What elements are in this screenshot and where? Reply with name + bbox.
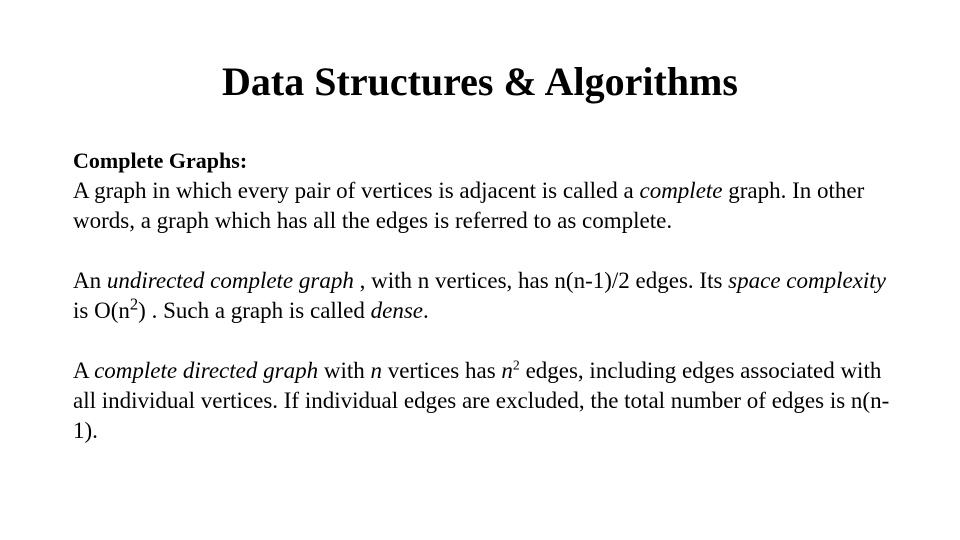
p1-text-2: graph. In other words, a graph which has all the edges is referred to as complete. [73, 178, 865, 233]
p3-text-3: vertices has [381, 358, 502, 383]
p2-text-1: An [73, 268, 107, 293]
slide-body [73, 146, 903, 446]
paragraph-complete-directed-graph [73, 356, 903, 446]
p3-text-1: A [73, 358, 95, 383]
p2-term-space-complexity: space complexity [728, 268, 886, 293]
p2-text-5: . [423, 298, 429, 323]
p2-term-dense: dense [370, 298, 424, 323]
p1-text-1: A graph in which every pair of vertices is adjacent is called a [73, 178, 640, 203]
p2-superscript: 2 [129, 294, 139, 314]
slide-title: Data Structures & Algorithms [222, 59, 738, 104]
p2-term-undirected-complete-graph: undirected complete graph [106, 268, 354, 293]
p3-var-n: n [370, 358, 382, 383]
p3-text-4: edges, including edges associated with all individual vertices. If individual edges are excluded, the total number of edges is n(n-1). [73, 358, 890, 443]
paragraph-complete-graph-definition [73, 176, 903, 236]
p3-term-complete-directed-graph: complete directed graph [94, 358, 319, 383]
section-heading: Complete Graphs: [73, 148, 248, 173]
p3-superscript: 2 [512, 357, 520, 373]
p2-text-2: , with n vertices, has n(n-1)/2 edges. Its [353, 268, 729, 293]
p2-text-4: ) . Such a graph is called [138, 298, 371, 323]
p1-term-complete: complete [639, 178, 723, 203]
p2-text-3: is O(n [73, 298, 130, 323]
p3-var-n-squared: n [501, 358, 513, 383]
p3-text-2: with [318, 358, 371, 383]
paragraph-undirected-complete-graph [73, 266, 903, 326]
